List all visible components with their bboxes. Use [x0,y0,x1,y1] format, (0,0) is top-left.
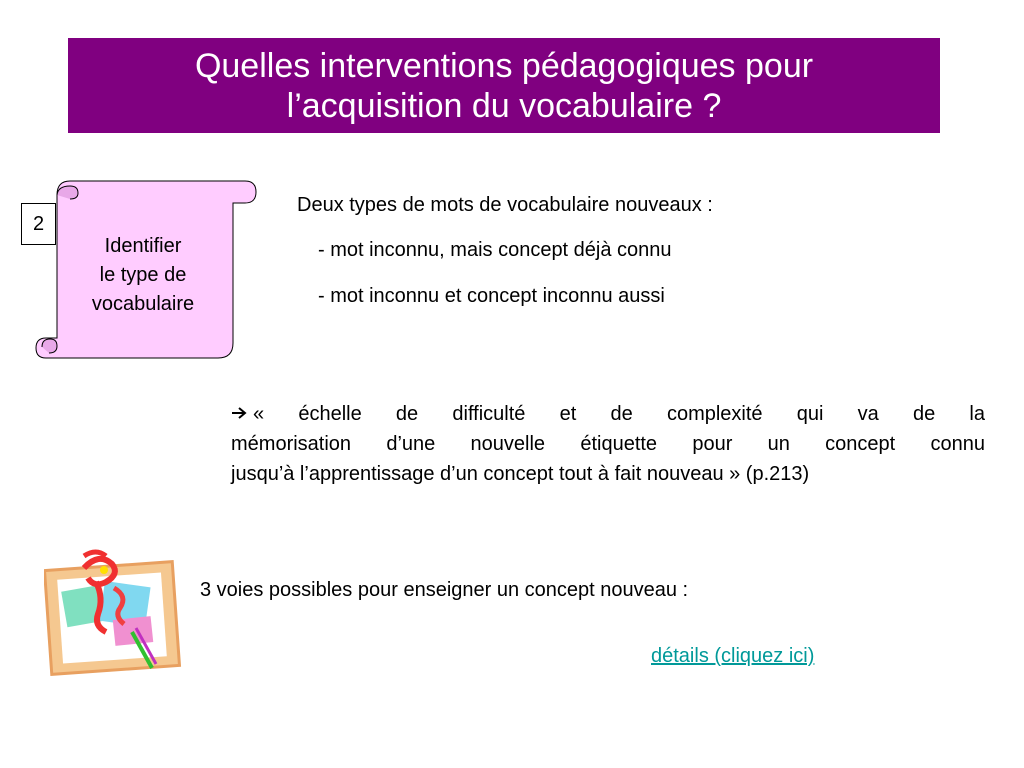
types-item-1: - mot inconnu, mais concept déjà connu [318,239,672,261]
quote-line-1-text: « échelle de difficulté et de complexité qui va de la [253,403,985,425]
details-link[interactable]: détails (cliquez ici) [651,645,815,667]
voies-text: 3 voies possibles pour enseigner un concept nouveau : [200,579,689,601]
step-number-badge: 2 [21,203,56,245]
types-heading: Deux types de mots de vocabulaire nouveaux : [297,194,713,216]
quote-line-3: jusqu’à l’apprentissage d’un concept tout à fait nouveau » (p.213) [231,463,810,485]
right-arrow-icon [231,399,247,429]
quote-line-1 [231,399,985,429]
title-bar [68,38,940,133]
quote-block [231,399,985,489]
types-item-2: - mot inconnu et concept inconnu aussi [318,285,665,307]
scroll-label-line-2: le type de [99,264,187,286]
quote-line-2: mémorisation d’une nouvelle étiquette pour un concept connu [231,433,985,455]
pushpin-note-clipart-icon [44,548,184,678]
page-title-line-1: Quelles interventions pédagogiques pour [194,46,814,85]
scroll-label-line-3: vocabulaire [91,293,195,315]
scroll-label [68,232,218,319]
scroll-label-line-1: Identifier [104,235,182,257]
page-title-line-2: l’acquisition du vocabulaire ? [286,86,722,125]
